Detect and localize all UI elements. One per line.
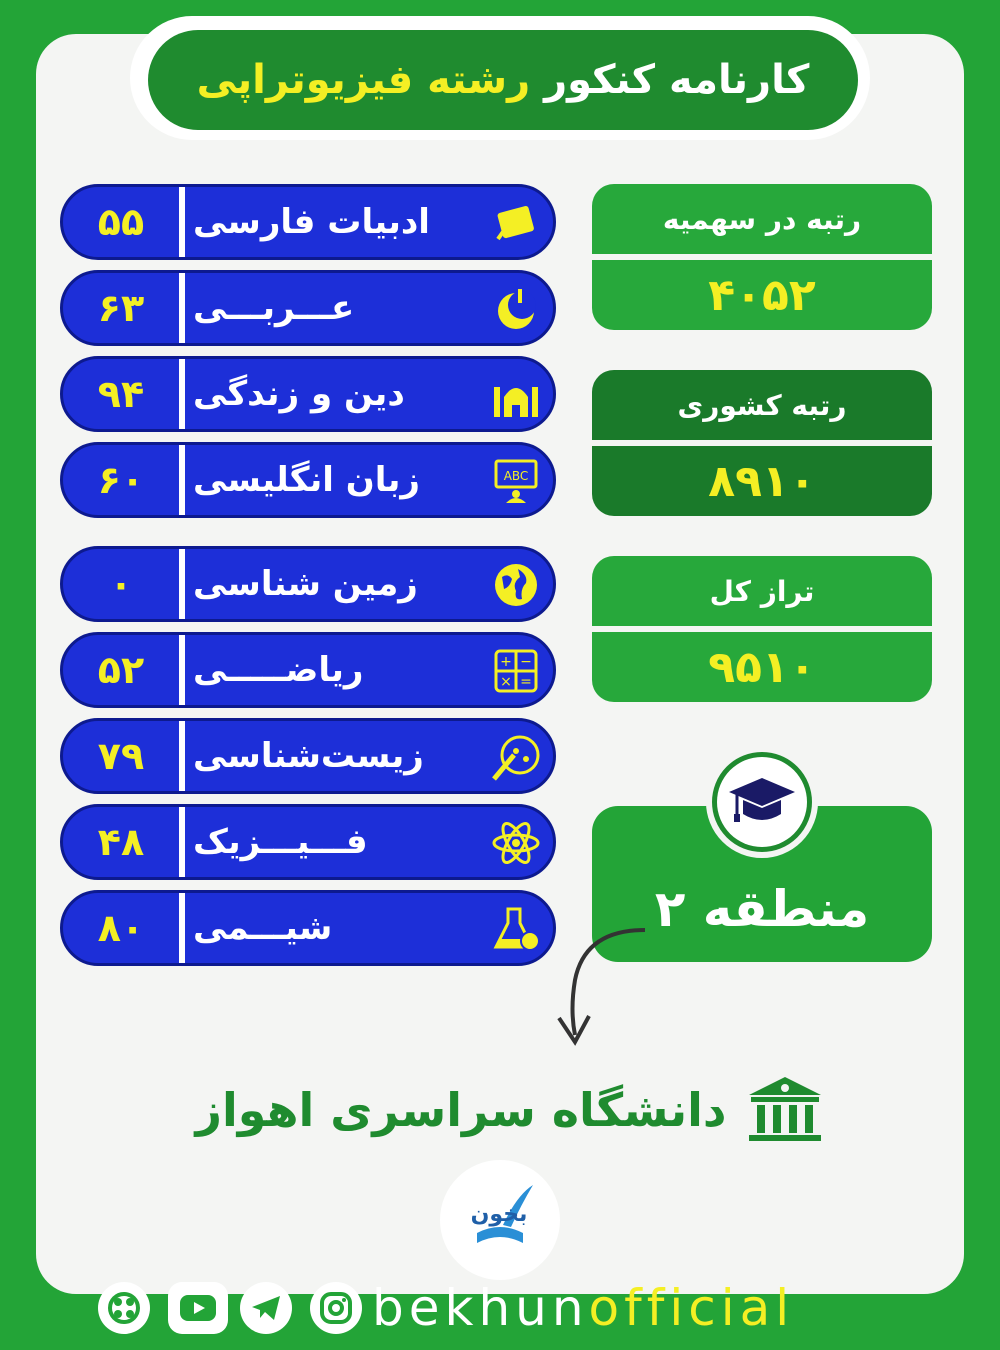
subject-row — [60, 356, 556, 432]
subject-name: زیست‌شناسی — [193, 736, 424, 776]
subject-score: ۰ — [109, 562, 133, 606]
quota-rank-label: رتبه در سهمیه — [592, 184, 932, 254]
total-score-card — [592, 556, 932, 702]
title-part2: رشته فیزیوتراپی — [196, 57, 531, 103]
youtube-icon[interactable] — [168, 1282, 228, 1334]
aparat-icon[interactable] — [98, 1282, 150, 1334]
quota-rank-value: ۴۰۵۲ — [592, 260, 932, 330]
svg-text:×: × — [500, 674, 512, 690]
svg-text:=: = — [520, 674, 532, 690]
calculator-icon — [491, 646, 541, 696]
brand-handle[interactable] — [372, 1272, 794, 1344]
subject-row — [60, 804, 556, 880]
book-pen-icon — [491, 198, 541, 248]
national-rank-label: رتبه کشوری — [592, 370, 932, 440]
total-score-label: تراز کل — [592, 556, 932, 626]
quota-rank-card — [592, 184, 932, 330]
atom-icon — [491, 818, 541, 868]
globe-icon — [491, 560, 541, 610]
national-rank-value: ۸۹۱۰ — [592, 446, 932, 516]
university-name: دانشگاه سراسری اهواز — [195, 1083, 727, 1137]
university-building-icon — [745, 1075, 825, 1145]
subject-name: ریاضـــــی — [193, 650, 364, 690]
subject-name: ادبیات فارسی — [193, 202, 430, 242]
svg-text:ABC: ABC — [503, 469, 529, 483]
arrow-icon — [545, 920, 655, 1050]
abc-board-icon — [491, 456, 541, 506]
handle-part1: bekhun — [372, 1279, 589, 1337]
subject-name: شیـــمی — [193, 908, 333, 948]
subject-score: ۸۰ — [97, 906, 145, 950]
subject-score: ۹۴ — [97, 372, 145, 416]
university — [150, 1072, 870, 1148]
subject-row — [60, 718, 556, 794]
region-badge — [706, 746, 818, 858]
subject-row — [60, 890, 556, 966]
brand-logo-text: بخون — [470, 1202, 528, 1227]
page-title — [148, 30, 858, 130]
subject-name: دین و زندگی — [193, 374, 405, 414]
svg-text:+: + — [500, 654, 512, 670]
region-label: منطقه ۲ — [654, 880, 870, 938]
subject-score: ۶۰ — [97, 458, 145, 502]
subject-row — [60, 270, 556, 346]
subject-name: فـــیـــزیک — [193, 822, 368, 862]
subject-row — [60, 184, 556, 260]
subject-name: زبان انگلیسی — [193, 460, 420, 500]
brand-logo — [440, 1160, 560, 1280]
mosque-icon — [491, 370, 541, 420]
subject-score: ۴۸ — [97, 820, 145, 864]
crescent-moon-icon — [491, 284, 541, 334]
subject-row — [60, 442, 556, 518]
subject-score: ۵۲ — [97, 648, 145, 692]
total-score-value: ۹۵۱۰ — [592, 632, 932, 702]
subject-name: زمین شناسی — [193, 564, 418, 604]
title-part1: کارنامه کنکور — [544, 57, 810, 103]
subject-name: عـــربـــی — [193, 288, 355, 328]
national-rank-card — [592, 370, 932, 516]
subject-score: ۶۳ — [97, 286, 145, 330]
flask-icon — [491, 904, 541, 954]
microscope-icon — [491, 732, 541, 782]
handle-part2: official — [588, 1279, 795, 1337]
graduation-cap-icon — [727, 772, 797, 832]
subject-row — [60, 632, 556, 708]
svg-text:−: − — [520, 654, 532, 670]
instagram-icon[interactable] — [310, 1282, 362, 1334]
footer — [0, 1272, 1000, 1350]
subject-row — [60, 546, 556, 622]
telegram-icon[interactable] — [240, 1282, 292, 1334]
subject-score: ۷۹ — [97, 734, 145, 778]
subject-score: ۵۵ — [97, 200, 145, 244]
